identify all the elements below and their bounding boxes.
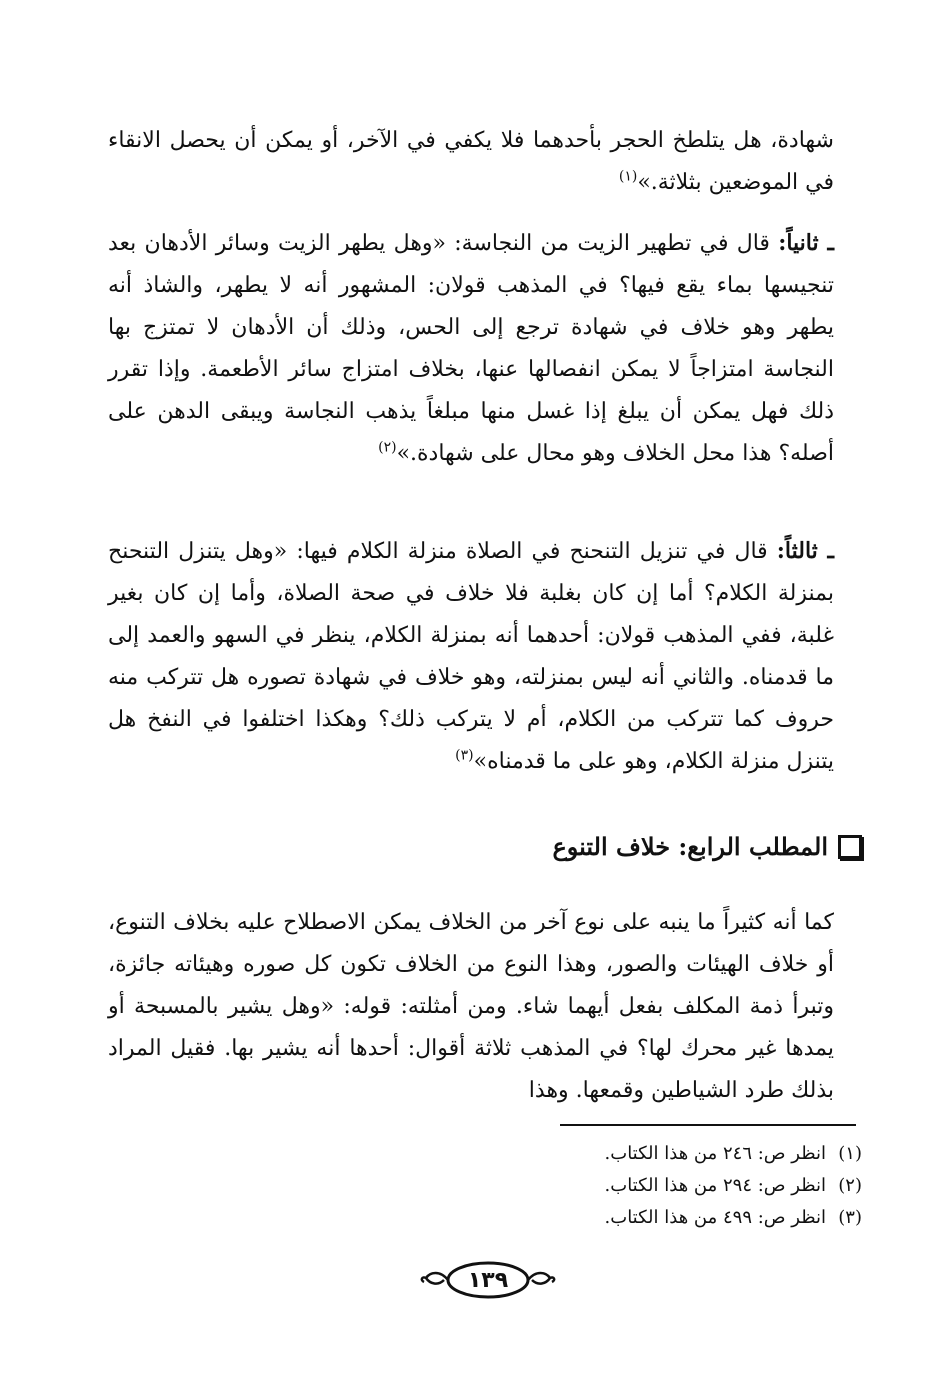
paragraph-2 [108, 222, 834, 475]
footnote-1 [605, 1138, 862, 1170]
paragraph-4: كما أنه كثيراً ما ينبه على نوع آخر من الخلاف يمكن الاصطلاح عليه بخلاف التنوع، أو خلاف الهيئات والصور، وهذا النوع من الخلاف تكون كل صوره وهيئاته جائزة، وتبرأ ذمة المكلف بفعل أيهما شاء. ومن أمثلته: قوله: «وهل يشير بالمسبحة أو يمدها غير محرك لها؟ في المذهب ثلاثة أقوال: أحدها أنه يشير بها. فقيل المراد بذلك طرد الشياطين وقمعها. وهذا [108, 910, 834, 1103]
paragraph-2-text: قال في تطهير الزيت من النجاسة: «وهل يطهر الزيت وسائر الأدهان بعد تنجيسها بماء يقع فيها؟ في المذهب قولان: المشهور أنه لا يطهر، والشاذ أنه يطهر وهو خلاف في شهادة ترجع إلى الحس، وذلك أن الأدهان لا تمتزج بها النجاسة امتزاجاً لا يمكن انفصالها عنها، بخلاف امتزاج سائر الأطعمة. وإذا تقرر ذلك فهل يمكن أن يبلغ إذا غسل منها مبلغاً يذهب النجاسة ويبقى الدهن على أصله؟ هذا محل الخلاف وهو محال على شهادة.» [108, 231, 834, 466]
footnotes-list [605, 1138, 862, 1234]
footnote-2-number: (٢) [838, 1175, 862, 1196]
paragraph-2-label: ـ ثانياً: [778, 230, 834, 256]
paragraph-3 [108, 530, 834, 783]
footnote-3-text: انظر ص: ٤٩٩ من هذا الكتاب. [604, 1207, 826, 1228]
section-heading-text: المطلب الرابع: خلاف التنوع [552, 832, 828, 861]
footnote-3 [605, 1202, 862, 1234]
paragraph-3-text: قال في تنزيل التنحنح في الصلاة منزلة الكلام فيها: «وهل يتنزل التنحنح بمنزلة الكلام؟ أما إن كان بغلبة فلا خلاف في صحة الصلاة، وأما إن كان بغير غلبة، ففي المذهب قولان: أحدهما أنه بمنزلة الكلام، ينظر في السهو والعمد إلى ما قدمناه. والثاني أنه ليس بمنزلته، وهو خلاف في شهادة تصوره هل تتركب منه حروف كما تتركب من الكلام، أم لا يتركب ذلك؟ وهكذا اختلفوا في النفخ هل يتنزل منزلة الكلام، وهو على ما قدمناه» [108, 539, 834, 774]
paragraph-1 [108, 120, 834, 204]
footnote-2 [605, 1170, 862, 1202]
footnote-2-text: انظر ص: ٢٩٤ من هذا الكتاب. [604, 1175, 826, 1196]
footnote-divider [560, 1124, 856, 1126]
footnote-1-number: (١) [838, 1143, 862, 1164]
paragraph-1-text: شهادة، هل يتلطخ الحجر بأحدهما فلا يكفي في الآخر، أو يمكن أن يحصل الانقاء في الموضعين بثلاثة.» [108, 128, 834, 195]
footnote-1-text: انظر ص: ٢٤٦ من هذا الكتاب. [604, 1143, 826, 1164]
footnote-3-number: (٣) [838, 1207, 862, 1228]
page-number-ornament [418, 1258, 558, 1302]
page-number: ١٣٩ [467, 1267, 509, 1293]
section-heading [552, 832, 862, 861]
footnote-ref-1[interactable]: (١) [618, 168, 638, 185]
footnote-ref-3[interactable]: (٣) [455, 747, 474, 764]
paragraph-3-label: ـ ثالثاً: [776, 538, 834, 564]
square-bullet-icon [838, 835, 862, 859]
footnote-ref-2[interactable]: (٢) [378, 439, 397, 456]
